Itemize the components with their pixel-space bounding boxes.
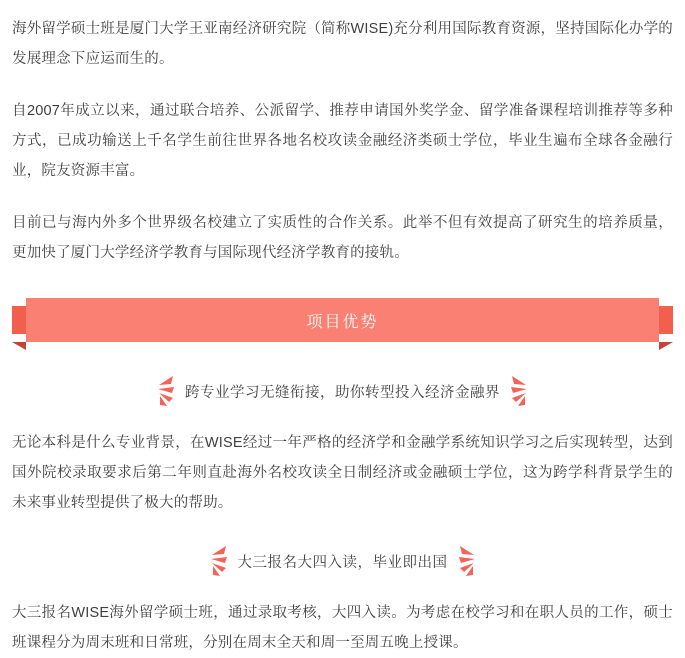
intro-paragraph-1: 海外留学硕士班是厦门大学王亚南经济研究院（简称WISE)充分利用国际教育资源，坚持国际化办学的发展理念下应运而生的。 [12, 21, 673, 67]
intro-paragraph-3: 目前已与海内外多个世界级名校建立了实质性的合作关系。此举不但有效提高了研究生的培养质量，更加快了厦门大学经济学教育与国际现代经济学教育的接轨。 [12, 215, 673, 261]
advantage-body-2: 大三报名WISE海外留学硕士班，通过录取考核，大四入读。为考虑在校学习和在职人员的工作，硕士班课程分为周末班和日常班，分别在周末全天和周一至周五晚上授课。 [12, 605, 673, 651]
advantage-heading-1-text: 跨专业学习无缝衔接，助你转型投入经济金融界 [185, 384, 500, 401]
advantage-heading-2 [12, 544, 673, 578]
advantage-heading-2-text: 大三报名大四入读，毕业即出国 [237, 554, 448, 571]
burst-mark-left-icon [145, 374, 175, 408]
ribbon-title: 项目优势 [306, 313, 379, 331]
advantage-body-1: 无论本科是什么专业背景，在WISE经过一年严格的经济学和金融学系统知识学习之后实现转型，达到国外院校录取要求后第二年则直赴海外名校攻读全日制经济或金融硕士学位，这为跨学科背景学生的未来事业转型提供了极大的帮助。 [12, 435, 673, 511]
ribbon-left-fold [12, 342, 26, 350]
burst-mark-right-icon [510, 374, 540, 408]
burst-mark-right-icon [458, 544, 488, 578]
section-ribbon-banner [12, 290, 673, 348]
advantage-heading-1 [12, 374, 673, 408]
ribbon-bar [26, 298, 659, 342]
burst-mark-left-icon [198, 544, 228, 578]
intro-paragraph-2: 自2007年成立以来，通过联合培养、公派留学、推荐申请国外奖学金、留学准备课程培训推荐等多种方式，已成功输送上千名学生前往世界各地名校攻读金融经济类硕士学位，毕业生遍布全球各金融行业，院友资源丰富。 [12, 103, 673, 179]
ribbon-right-fold [659, 342, 673, 350]
